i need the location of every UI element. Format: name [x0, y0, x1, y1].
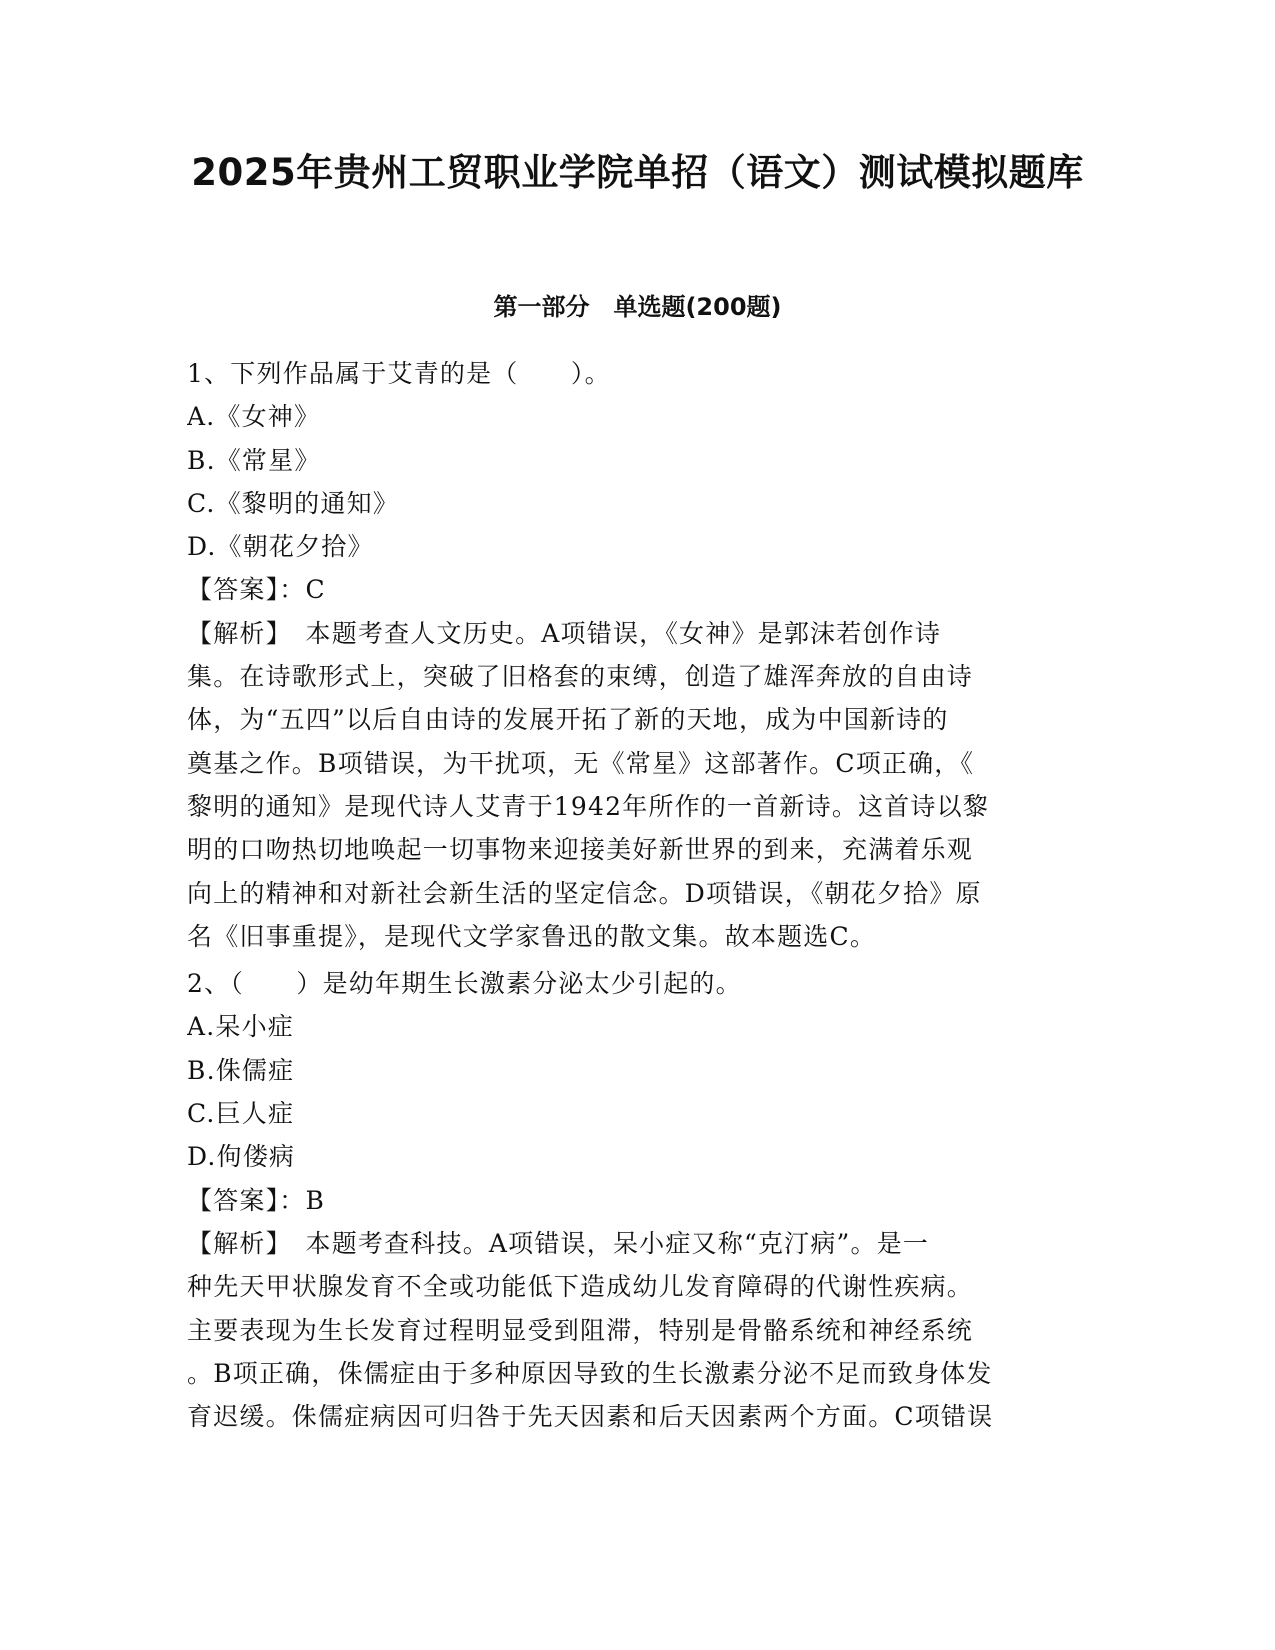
answer-line: 【答案】：B — [187, 1185, 326, 1215]
option-d: D.佝偻病 — [187, 1142, 296, 1172]
analysis-line: 种先天甲状腺发育不全或功能低下造成幼儿发育障碍的代谢性疾病。 — [187, 1272, 974, 1302]
analysis-line: 。B项正确，侏儒症由于多种原因导致的生长激素分泌不足而致身体发 — [187, 1358, 993, 1388]
analysis-line: 【解析】 本题考查人文历史。A项错误，《女神》是郭沫若创作诗 — [187, 618, 942, 648]
question-item — [187, 352, 1087, 958]
option-c: C.《黎明的通知》 — [187, 488, 399, 518]
question-stem: 1、下列作品属于艾青的是（ ）。 — [187, 359, 611, 388]
answer-line: 【答案】：C — [187, 575, 326, 605]
analysis-line: 主要表现为生长发育过程明显受到阻滞，特别是骨骼系统和神经系统 — [187, 1315, 974, 1345]
document-title: 2025年贵州工贸职业学院单招（语文）测试模拟题库 — [191, 151, 1084, 194]
analysis-line: 奠基之作。B项错误，为干扰项，无《常星》这部著作。C项正确，《 — [187, 748, 975, 778]
option-b: B.侏儒症 — [187, 1055, 295, 1085]
analysis-line: 【解析】 本题考查科技。A项错误，呆小症又称“克汀病”。是一 — [187, 1228, 930, 1258]
analysis-line: 名《旧事重提》，是现代文学家鲁迅的散文集。故本题选C。 — [187, 921, 877, 951]
option-c: C.巨人症 — [187, 1099, 295, 1129]
analysis-line: 向上的精神和对新社会新生活的坚定信念。D项错误，《朝花夕拾》原 — [187, 878, 982, 908]
question-item — [187, 962, 1087, 1438]
analysis-line: 集。在诗歌形式上，突破了旧格套的束缚，创造了雄浑奔放的自由诗 — [187, 662, 974, 692]
analysis-line: 育迟缓。侏儒症病因可归咎于先天因素和后天因素两个方面。C项错误 — [187, 1402, 994, 1432]
option-b: B.《常星》 — [187, 445, 321, 475]
section-heading: 第一部分 单选题(200题) — [493, 293, 782, 321]
analysis-line: 体，为“五四”以后自由诗的发展开拓了新的天地，成为中国新诗的 — [187, 705, 949, 735]
option-d: D.《朝花夕拾》 — [187, 532, 374, 562]
option-a: A.呆小症 — [187, 1012, 295, 1042]
analysis-line: 黎明的通知》是现代诗人艾青于1942年所作的一首新诗。这首诗以黎 — [187, 791, 990, 821]
question-list — [187, 352, 1087, 1438]
question-stem: 2、（ ）是幼年期生长激素分泌太少引起的。 — [187, 969, 742, 999]
analysis-line: 明的口吻热切地唤起一切事物来迎接美好新世界的到来，充满着乐观 — [187, 835, 974, 865]
option-a: A.《女神》 — [187, 402, 321, 432]
